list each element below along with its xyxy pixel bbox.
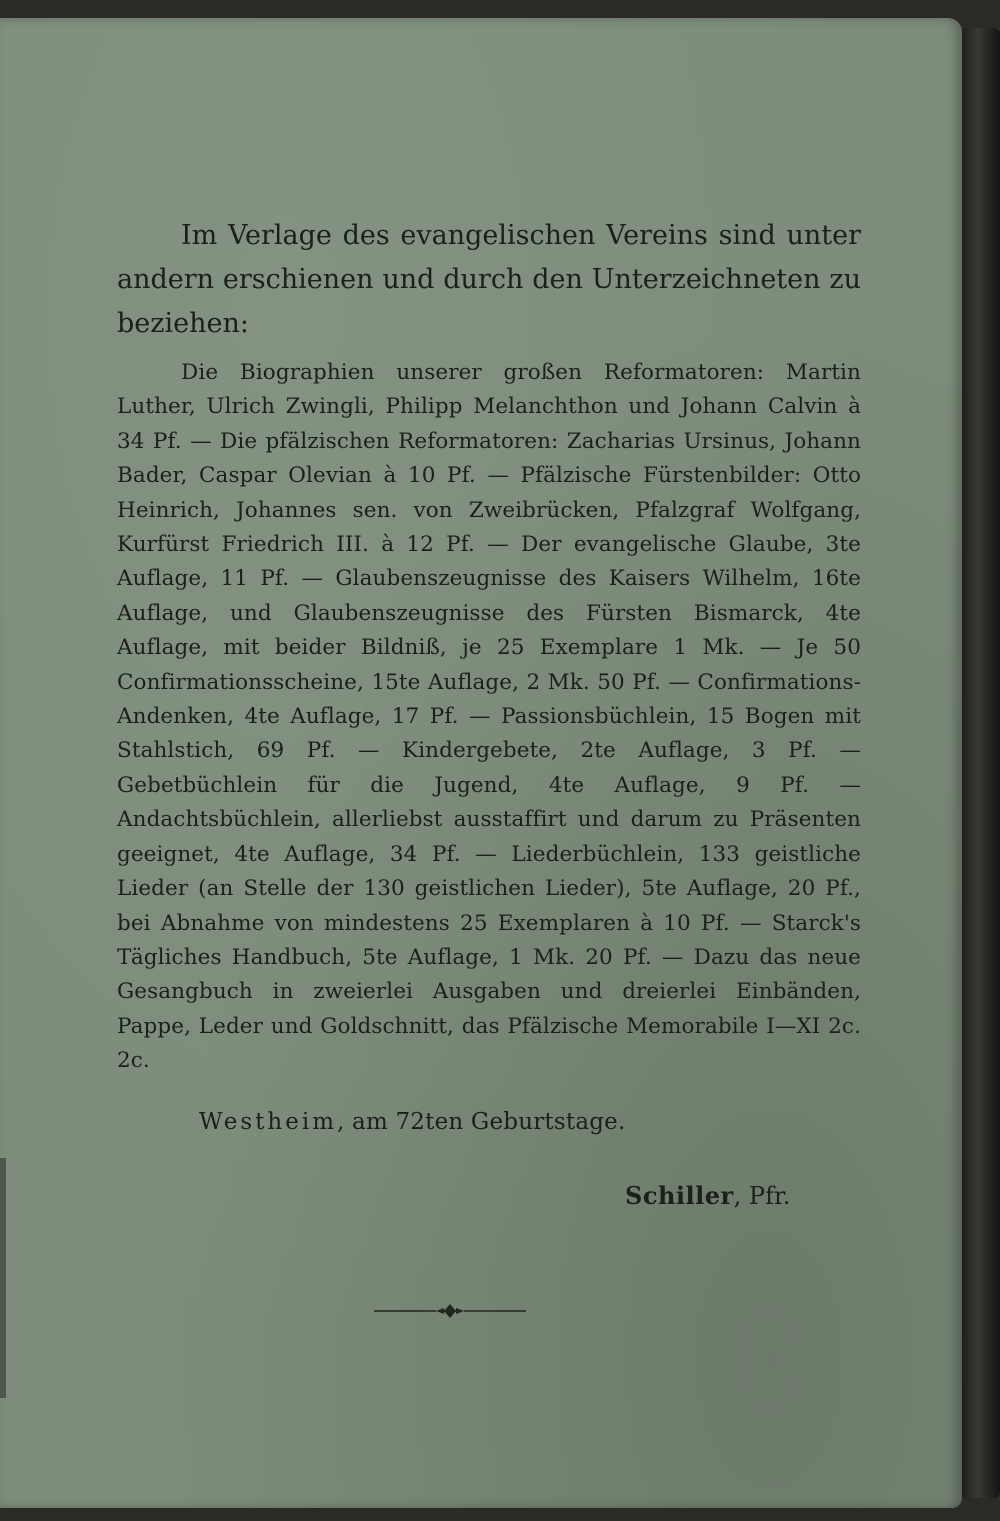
signature-name: Schiller — [625, 1180, 734, 1210]
signature-title: , Pfr. — [733, 1181, 791, 1210]
ornament-divider-icon — [374, 1299, 526, 1323]
publication-listing: Die Biographien unserer großen Reformatoren: Martin Luther, Ulrich Zwingli, Philipp Melanchthon und Johann Calvin à 34 Pf. — Die pfälzischen Reformatoren: Zacharias Ursinus, Johann Bader, Caspar Olevian à 10 Pf. — Pfälzische Fürstenbilder: Otto Heinrich, Johannes sen. von Zweibrücken, Pfalzgraf Wolfgang, Kurfürst Friedrich III. à 12 Pf. — Der evangelische Glaube, 3te Auflage, 11 Pf. — Glaubenszeugnisse des Kaisers Wilhelm, 16te Auflage, und Glaubenszeugnisse des Fürsten Bismarck, 4te Auflage, mit beider Bildniß, je 25 Exemplare 1 Mk. — Je 50 Confirmationsscheine, 15te Auflage, 2 Mk. 50 Pf. — Confirmations-Andenken, 4te Auflage, 17 Pf. — Passionsbüchlein, 15 Bogen mit Stahlstich, 69 Pf. — Kindergebete, 2te Auflage, 3 Pf. — Gebetbüchlein für die Jugend, 4te Auflage, 9 Pf. — Andachtsbüchlein, allerliebst ausstaffirt und darum zu Präsenten geeignet, 4te Auflage, 34 Pf. — Liederbüchlein, 133 geistliche Lieder (an Stelle der 130 geistlichen Lieder), 5te Auflage, 20 Pf., bei Abnahme von mindestens 25 Exemplaren à 10 Pf. — Starck's Tägliches Handbuch, 5te Auflage, 1 Mk. 20 Pf. — Dazu das neue Gesangbuch in zweierlei Ausgaben und dreierlei Einbänden, Pappe, Leder und Goldschnitt, das Pfälzische Memorabile I—XI 2c. 2c. — [117, 360, 861, 1074]
place-date-rest: , am 72ten Geburtstage. — [337, 1108, 626, 1135]
signature — [625, 1179, 861, 1213]
intro-paragraph: Im Verlage des evangelischen Vereins sind unter andern erschienen und durch den Unterzeichneten zu beziehen: — [117, 220, 861, 339]
ornament-divider — [374, 1299, 526, 1323]
place-date-line — [199, 1105, 861, 1139]
place-name: Westheim — [199, 1108, 338, 1135]
page-text — [117, 214, 861, 1213]
page-edge-shadow — [0, 1158, 6, 1398]
book-page — [0, 18, 962, 1508]
book-binding — [960, 28, 1000, 1498]
